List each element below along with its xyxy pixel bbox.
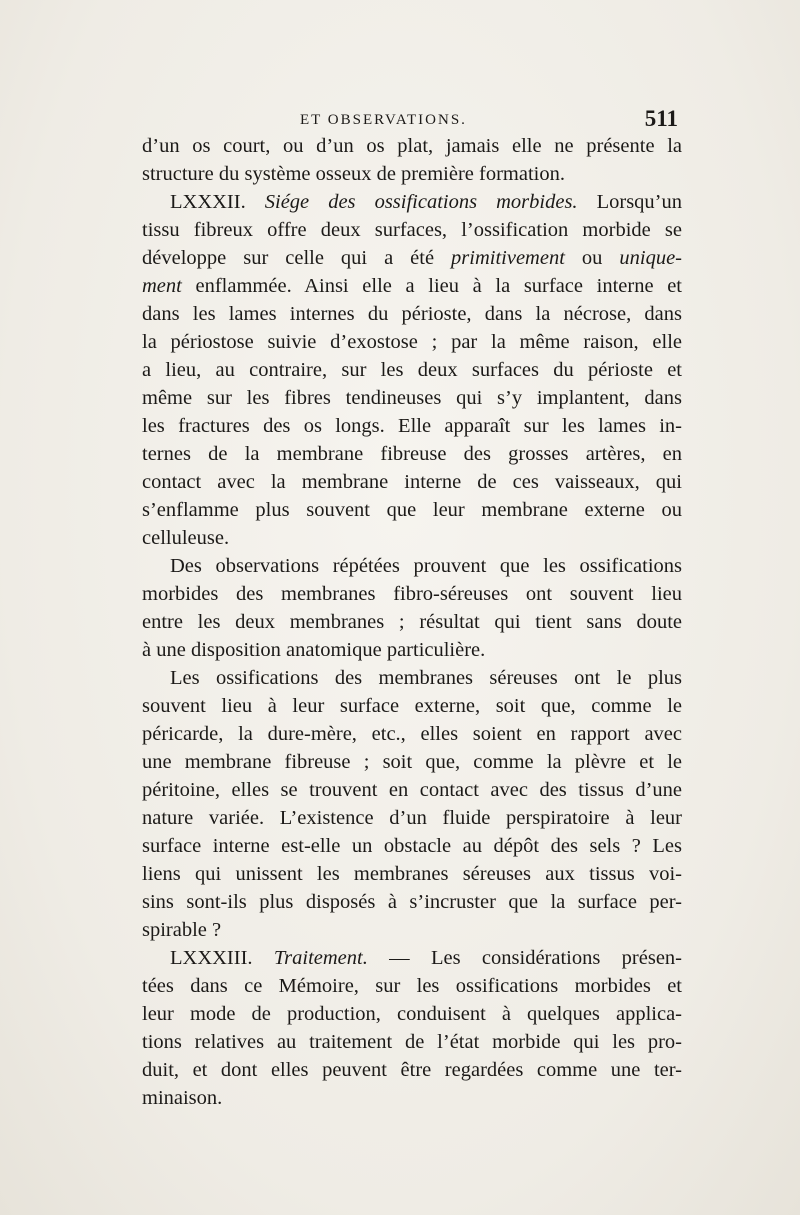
text-line (142, 244, 682, 272)
text-line: s’enflamme plus souvent que leur membrane externe ou (142, 499, 682, 521)
section-heading-line (142, 188, 682, 216)
text-line: a lieu, au contraire, sur les deux surfaces du périoste et (142, 359, 682, 381)
paragraph-start-line: Des observations répétées prouvent que les ossifications (170, 555, 682, 577)
text-line: même sur les fibres tendineuses qui s’y implantent, dans (142, 387, 682, 409)
text-line: sins sont-ils plus disposés à s’incruster que la surface per- (142, 891, 682, 913)
text-line: morbides des membranes fibro-séreuses ont souvent lieu (142, 583, 682, 605)
text-line: à une disposition anatomique particulière. (142, 639, 486, 661)
text-line: tissu fibreux offre deux surfaces, l’ossification morbide se (142, 219, 682, 241)
text-line (142, 272, 682, 300)
text-line: la périostose suivie d’exostose ; par la même raison, elle (142, 331, 682, 353)
text-line: liens qui unissent les membranes séreuses aux tissus voi- (142, 863, 682, 885)
text-line: souvent lieu à leur surface externe, soit que, comme le (142, 695, 682, 717)
section-title: Siége des ossifications morbides. (264, 191, 578, 213)
line-continuation: — Les considérations présen- (367, 947, 682, 969)
text-line: ternes de la membrane fibreuse des grosses artères, en (142, 443, 682, 465)
text-line: leur mode de production, conduisent à quelques applica- (142, 1003, 682, 1025)
text-line: duit, et dont elles peuvent être regardées comme une ter- (142, 1059, 682, 1081)
text-line: entre les deux membranes ; résultat qui tient sans doute (142, 611, 682, 633)
section-number: LXXXII. (170, 191, 265, 213)
page-number: 511 (644, 106, 678, 131)
text-line: péritoine, elles se trouvent en contact avec des tissus d’une (142, 779, 682, 801)
text-line: péricarde, la dure-mère, etc., elles soient en rapport avec (142, 723, 682, 745)
line-continuation: enflammée. Ainsi elle a lieu à la surface interne et (181, 275, 682, 297)
italic-term: unique- (619, 247, 682, 269)
line-start: développe sur celle qui a été (142, 247, 452, 269)
text-line: d’un os court, ou d’un os plat, jamais elle ne présente la (142, 135, 682, 157)
text-line: dans les lames internes du périoste, dans la nécrose, dans (142, 303, 682, 325)
line-middle: ou (564, 247, 620, 269)
text-line: nature variée. L’existence d’un fluide perspiratoire à leur (142, 807, 682, 829)
text-line: tées dans ce Mémoire, sur les ossifications morbides et (142, 975, 682, 997)
text-line: celluleuse. (142, 527, 230, 549)
section-heading-line (142, 944, 682, 972)
italic-term: ment (142, 275, 182, 297)
section-title: Traitement. (273, 947, 368, 969)
text-line: une membrane fibreuse ; soit que, comme la plèvre et le (142, 751, 682, 773)
text-line: structure du système osseux de première formation. (142, 163, 565, 185)
paragraph-start-line: Les ossifications des membranes séreuses ont le plus (170, 667, 682, 689)
text-line: contact avec la membrane interne de ces vaisseaux, qui (142, 471, 682, 493)
line-continuation: Lorsqu’un (577, 191, 683, 213)
text-line: minaison. (142, 1087, 223, 1109)
text-line: les fractures des os longs. Elle apparaît sur les lames in- (142, 415, 682, 437)
section-number: LXXXIII. (170, 947, 274, 969)
text-line: tions relatives au traitement de l’état morbide qui les pro- (142, 1031, 682, 1053)
italic-term: primitivement (451, 247, 565, 269)
running-head-title: ET OBSERVATIONS. (300, 112, 467, 128)
text-line: surface interne est-elle un obstacle au dépôt des sels ? Les (142, 835, 682, 857)
text-line: spirable ? (142, 919, 222, 941)
